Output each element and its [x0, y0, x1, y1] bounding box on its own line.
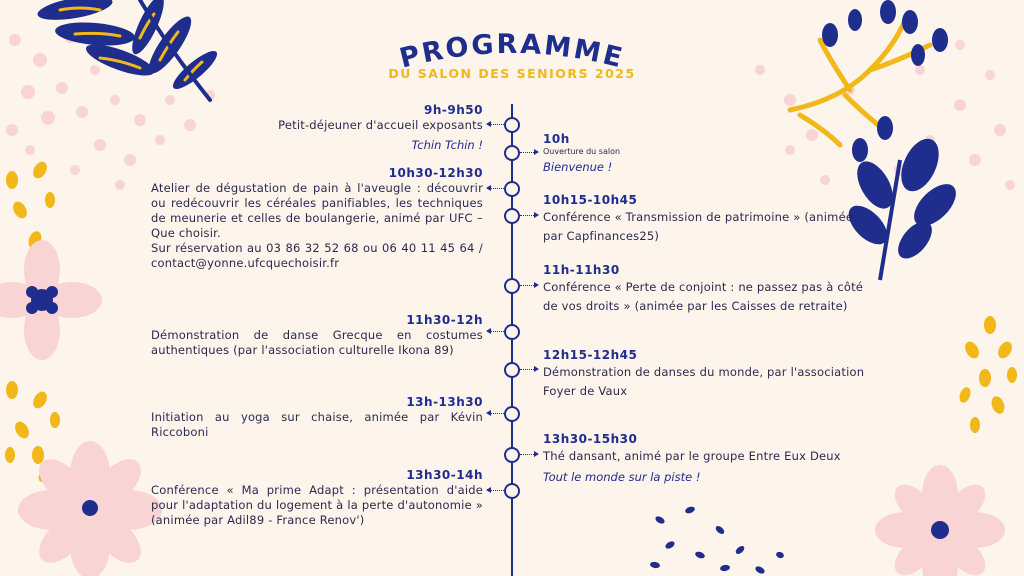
event-left-1 — [151, 103, 483, 153]
connector — [490, 490, 504, 491]
timeline-node — [504, 208, 520, 224]
arrow-right-icon — [534, 451, 539, 457]
page-subtitle: DU SALON DES SENIORS 2025 — [388, 66, 636, 81]
arrow-left-icon — [486, 410, 491, 416]
event-left-5 — [151, 468, 483, 528]
event-time: 13h30-14h — [406, 468, 483, 482]
timeline-node — [504, 406, 520, 422]
arrow-left-icon — [486, 328, 491, 334]
event-left-3 — [151, 313, 483, 358]
event-description: Conférence « Ma prime Adapt : présentation d'aide pour l'adaptation du logement à la perte d'autonomie » (animée par Adil89 - France Renov') — [151, 483, 483, 527]
event-right-2 — [543, 193, 873, 246]
connector — [490, 124, 504, 125]
arrow-left-icon — [486, 185, 491, 191]
event-description: Petit-déjeuner d'accueil exposants — [278, 118, 483, 132]
connector — [520, 152, 534, 153]
event-right-4 — [543, 348, 873, 401]
arrow-right-icon — [534, 149, 539, 155]
timeline-node — [504, 447, 520, 463]
connector — [490, 331, 504, 332]
event-time: 13h30-15h30 — [543, 432, 638, 446]
connector — [520, 369, 534, 370]
timeline-node — [504, 117, 520, 133]
event-description: Démonstration de danse Grecque en costumes authentiques (par l'association culturelle Ikona 89) — [151, 328, 483, 357]
event-description: Démonstration de danses du monde, par l'association Foyer de Vaux — [543, 365, 865, 398]
event-right-1 — [543, 132, 873, 175]
timeline-node — [504, 181, 520, 197]
svg-text:PROGRAMME: PROGRAMME — [396, 28, 628, 75]
event-left-4 — [151, 395, 483, 440]
event-booking-info: Sur réservation au 03 86 32 52 68 ou 06 40 11 45 64 / contact@yonne.ufcquechoisir.fr — [151, 241, 483, 270]
event-description: Conférence « Perte de conjoint : ne passez pas à côté de vos droits » (animée par les Caisses de retraite) — [543, 280, 864, 313]
timeline-node — [504, 362, 520, 378]
connector — [520, 454, 534, 455]
event-note: Tout le monde sur la piste ! — [543, 470, 701, 484]
event-time: 10h15-10h45 — [543, 193, 638, 207]
connector — [490, 188, 504, 189]
timeline-line — [511, 104, 513, 576]
arrow-right-icon — [534, 366, 539, 372]
event-time: 13h-13h30 — [406, 395, 483, 409]
event-description: Ouverture du salon — [543, 147, 621, 156]
event-time: 11h30-12h — [406, 313, 483, 327]
timeline-node — [504, 483, 520, 499]
event-time: 10h30-12h30 — [388, 166, 483, 180]
timeline-node — [504, 278, 520, 294]
event-time: 12h15-12h45 — [543, 348, 638, 362]
event-time: 10h — [543, 132, 570, 146]
event-time: 9h-9h50 — [424, 103, 483, 117]
connector — [490, 413, 504, 414]
event-description: Initiation au yoga sur chaise, animée par Kévin Riccoboni — [151, 410, 483, 439]
connector — [520, 285, 534, 286]
arrow-left-icon — [486, 487, 491, 493]
arrow-right-icon — [534, 212, 539, 218]
event-description: Conférence « Transmission de patrimoine » (animée par Capfinances25) — [543, 210, 854, 243]
event-note: Bienvenue ! — [543, 160, 613, 174]
connector — [520, 215, 534, 216]
event-note: Tchin Tchin ! — [411, 138, 483, 152]
arrow-right-icon — [534, 282, 539, 288]
event-left-2 — [151, 166, 483, 271]
event-description: Atelier de dégustation de pain à l'aveugle : découvrir ou redécouvrir les céréales panifiables, les techniques de meunerie et celles de boulangerie, animé par UFC – Que choisir. — [151, 181, 483, 240]
event-right-3 — [543, 263, 873, 316]
event-time: 11h-11h30 — [543, 263, 620, 277]
event-right-5 — [543, 432, 873, 485]
event-description: Thé dansant, animé par le groupe Entre Eux Deux — [543, 449, 841, 463]
timeline-node — [504, 324, 520, 340]
timeline-node — [504, 145, 520, 161]
arrow-left-icon — [486, 121, 491, 127]
